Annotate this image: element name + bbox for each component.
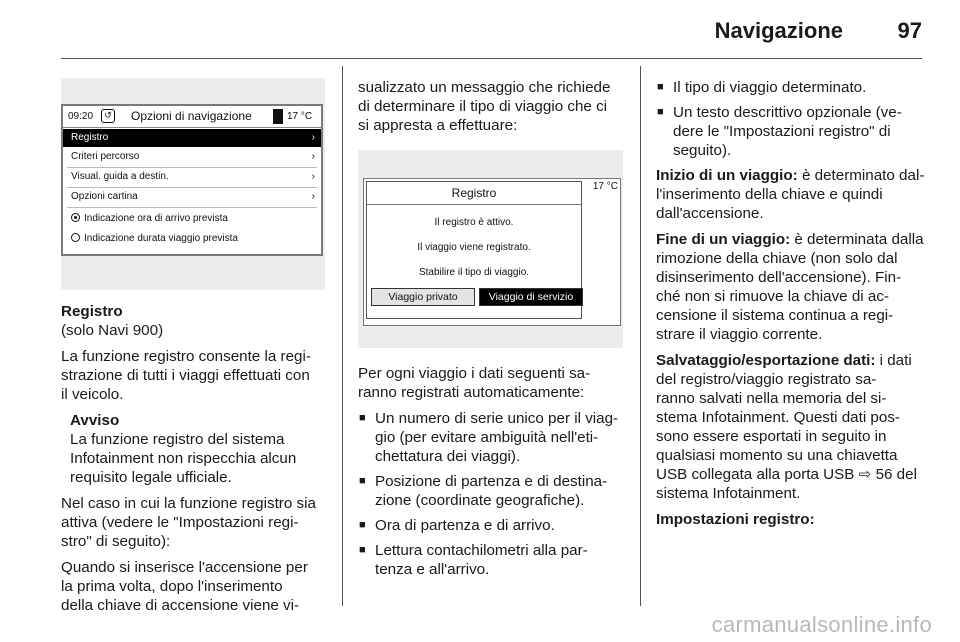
menu-item-opzioni-cartina[interactable]: Opzioni cartina › xyxy=(63,188,321,206)
nav-title-bar xyxy=(63,106,321,128)
paragraph-1: La funzione registro consente la regi- strazione di tutti i viaggi effettuati con il veicolo. xyxy=(61,348,311,403)
menu-item-criteri-percorso[interactable]: Criteri percorso › xyxy=(63,148,321,166)
dialog-line-2: Il viaggio viene registrato. xyxy=(417,242,531,253)
paragraph-auto-recorded: Per ogni viaggio i dati seguenti sa- ranno registrati automaticamente: xyxy=(358,365,591,401)
recorded-data-list xyxy=(358,409,638,579)
temperature: 17 °C xyxy=(287,111,313,122)
business-trip-button[interactable]: Viaggio di servizio xyxy=(479,288,583,306)
list-item: ■ Ora di partenza e di arrivo. xyxy=(358,516,638,535)
watermark: carmanualsonline.info xyxy=(711,612,932,637)
info-icon xyxy=(273,109,283,124)
column-divider-1 xyxy=(342,66,343,606)
column-2-bottom xyxy=(358,364,638,585)
paragraph-2: Nel caso in cui la funzione registro sia attiva (vedere le "Impostazioni regi- stro" di seguito): xyxy=(61,495,316,550)
registro-dialog xyxy=(366,181,582,319)
recorded-data-list-cont xyxy=(656,78,956,160)
dialog-line-3: Stabilire il tipo di viaggio. xyxy=(418,267,530,278)
chevron-right-icon: › xyxy=(311,191,315,202)
heading-registro: Registro xyxy=(61,303,123,320)
temperature: 17 °C xyxy=(592,181,618,192)
chevron-right-icon: › xyxy=(311,132,315,143)
screen-title: Opzioni di navigazione xyxy=(131,109,252,123)
paragraph-3: Quando si inserisce l'accensione per la prima volta, dopo l'inserimento della chiave di accensione viene vi- xyxy=(61,559,308,614)
menu-item-registro[interactable]: Registro › xyxy=(63,129,321,147)
private-trip-button[interactable]: Viaggio privato xyxy=(371,288,475,306)
list-item: ■ Un testo descrittivo opzionale (ve- dere le "Impostazioni registro" di seguito). xyxy=(656,103,956,160)
column-divider-2 xyxy=(640,66,641,606)
dialog-title: Registro xyxy=(451,186,497,200)
column-1 xyxy=(61,302,333,622)
radio-ora-arrivo[interactable]: Indicazione ora di arrivo prevista xyxy=(63,210,321,228)
paragraph-continued: sualizzato un messaggio che richiede di determinare il tipo di viaggio che ci si appresta a effettuare: xyxy=(358,79,611,134)
list-item: ■ Un numero di serie unico per il viag- gio (per evitare ambiguità nell'eti- chettatura dei viaggi). xyxy=(358,409,638,466)
list-item: ■ Lettura contachilometri alla par- tenza e all'arrivo. xyxy=(358,541,638,579)
section-title: Navigazione xyxy=(714,18,843,43)
menu-item-visual-guida[interactable]: Visual. guida a destin. › xyxy=(63,168,321,186)
registro-screen xyxy=(363,178,621,326)
radio-unchecked-icon xyxy=(71,233,80,242)
figure-registro-dialog xyxy=(358,150,623,348)
paragraph-data-export: Salvataggio/esportazione dati: i dati del registro/viaggio registrato sa- ranno salvati nella memoria del si- stema Infotainment. Questi dati pos- sono essere esportati in seguito in qualsiasi momento su una chiavetta USB collegata alla porta USB ⇨ 56 del sistema Infotainment. xyxy=(656,352,917,502)
column-3 xyxy=(656,78,956,529)
page-ref-arrow-icon: ⇨ xyxy=(858,466,872,483)
note-text: La funzione registro del sistema Infotainment non rispecchia alcun requisito legale ufficiale. xyxy=(70,431,297,486)
paragraph-trip-start: Inizio di un viaggio: è determinato dal- l'inserimento della chiave e quindi dall'accensione. xyxy=(656,167,925,222)
note-block xyxy=(61,411,333,487)
nav-options-screen xyxy=(61,104,323,256)
list-item: ■ Posizione di partenza e di destina- zione (coordinate geografiche). xyxy=(358,472,638,510)
paragraph-trip-end: Fine di un viaggio: è determinata dalla rimozione della chiave (non solo dal disinserimento dell'accensione). Fin- ché non si rimuove la chiave di ac- censione il sistema continua a regi- strare il viaggio corrente. xyxy=(656,231,924,343)
radio-checked-icon xyxy=(71,213,80,222)
heading-impostazioni-registro: Impostazioni registro: xyxy=(656,511,815,528)
chevron-right-icon: › xyxy=(311,171,315,182)
clock: 09:20 xyxy=(68,111,94,122)
header-rule xyxy=(61,58,922,59)
page-header xyxy=(0,0,960,62)
dialog-line-1: Il registro è attivo. xyxy=(434,217,514,228)
page-number: 97 xyxy=(897,18,922,43)
list-item: ■ Il tipo di viaggio determinato. xyxy=(656,78,956,97)
radio-durata-viaggio[interactable]: Indicazione durata viaggio prevista xyxy=(63,230,321,248)
note-title: Avviso xyxy=(70,412,120,429)
column-2-top xyxy=(358,78,634,142)
screen-back-icon: ↺ xyxy=(101,109,115,123)
figure-navigation-options xyxy=(61,78,325,290)
subheading: (solo Navi 900) xyxy=(61,322,164,339)
chevron-right-icon: › xyxy=(311,151,315,162)
